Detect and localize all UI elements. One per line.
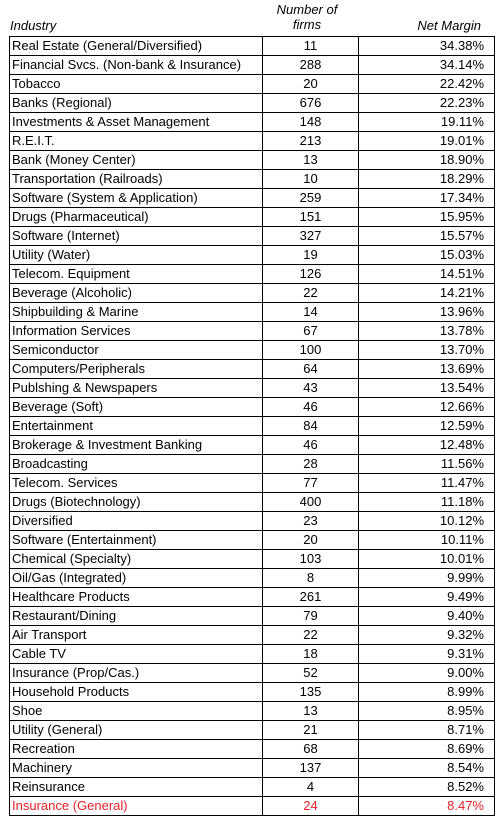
industry-cell[interactable]: Real Estate (General/Diversified)	[10, 37, 263, 56]
net-margin-cell[interactable]: 11.56%	[359, 455, 495, 474]
net-margin-cell[interactable]: 19.01%	[359, 132, 495, 151]
firms-cell[interactable]: 8	[263, 569, 359, 588]
table-row[interactable]	[10, 569, 495, 588]
table-row[interactable]	[10, 398, 495, 417]
net-margin-cell[interactable]: 10.01%	[359, 550, 495, 569]
table-row[interactable]	[10, 246, 495, 265]
industry-cell[interactable]: Oil/Gas (Integrated)	[10, 569, 263, 588]
table-row[interactable]	[10, 702, 495, 721]
industry-cell[interactable]: Broadcasting	[10, 455, 263, 474]
table-row[interactable]	[10, 132, 495, 151]
net-margin-cell[interactable]: 8.95%	[359, 702, 495, 721]
industry-cell[interactable]: Machinery	[10, 759, 263, 778]
table-row[interactable]	[10, 227, 495, 246]
net-margin-cell[interactable]: 18.90%	[359, 151, 495, 170]
industry-cell[interactable]: Insurance (Prop/Cas.)	[10, 664, 263, 683]
net-margin-cell[interactable]: 9.99%	[359, 569, 495, 588]
firms-cell[interactable]: 13	[263, 151, 359, 170]
net-margin-cell[interactable]: 12.66%	[359, 398, 495, 417]
firms-cell[interactable]: 84	[263, 417, 359, 436]
table-row[interactable]	[10, 436, 495, 455]
table-row[interactable]	[10, 455, 495, 474]
table-row[interactable]	[10, 493, 495, 512]
firms-cell[interactable]: 21	[263, 721, 359, 740]
industry-cell[interactable]: Information Services	[10, 322, 263, 341]
industry-cell[interactable]: Restaurant/Dining	[10, 607, 263, 626]
industry-cell[interactable]: Air Transport	[10, 626, 263, 645]
net-margin-cell[interactable]: 34.14%	[359, 56, 495, 75]
table-row[interactable]	[10, 759, 495, 778]
net-margin-cell[interactable]: 9.31%	[359, 645, 495, 664]
industry-cell[interactable]: Bank (Money Center)	[10, 151, 263, 170]
industry-cell[interactable]: Household Products	[10, 683, 263, 702]
industry-table	[9, 36, 495, 816]
header-number-of-firms	[259, 2, 355, 32]
net-margin-cell[interactable]: 22.23%	[359, 94, 495, 113]
firms-cell[interactable]: 18	[263, 645, 359, 664]
industry-cell[interactable]: Cable TV	[10, 645, 263, 664]
industry-cell[interactable]: Software (Internet)	[10, 227, 263, 246]
firms-cell[interactable]: 261	[263, 588, 359, 607]
firms-cell[interactable]: 22	[263, 284, 359, 303]
net-margin-cell[interactable]: 19.11%	[359, 113, 495, 132]
industry-cell[interactable]: Utility (General)	[10, 721, 263, 740]
industry-cell[interactable]: Shoe	[10, 702, 263, 721]
net-margin-cell[interactable]: 12.48%	[359, 436, 495, 455]
net-margin-cell[interactable]: 8.52%	[359, 778, 495, 797]
table-row[interactable]	[10, 607, 495, 626]
table-row[interactable]	[10, 151, 495, 170]
table-row[interactable]	[10, 189, 495, 208]
firms-cell[interactable]: 46	[263, 398, 359, 417]
industry-cell[interactable]: Software (System & Application)	[10, 189, 263, 208]
industry-cell[interactable]: Chemical (Specialty)	[10, 550, 263, 569]
net-margin-cell[interactable]: 8.71%	[359, 721, 495, 740]
industry-cell[interactable]: Telecom. Equipment	[10, 265, 263, 284]
net-margin-cell[interactable]: 15.03%	[359, 246, 495, 265]
table-row[interactable]	[10, 474, 495, 493]
industry-cell[interactable]: Shipbuilding & Marine	[10, 303, 263, 322]
net-margin-cell[interactable]: 9.40%	[359, 607, 495, 626]
net-margin-cell[interactable]: 17.34%	[359, 189, 495, 208]
firms-cell[interactable]: 126	[263, 265, 359, 284]
firms-cell[interactable]: 24	[263, 797, 359, 816]
industry-cell[interactable]: Financial Svcs. (Non-bank & Insurance)	[10, 56, 263, 75]
firms-cell[interactable]: 22	[263, 626, 359, 645]
firms-cell[interactable]: 100	[263, 341, 359, 360]
table-row[interactable]	[10, 265, 495, 284]
table-row[interactable]	[10, 740, 495, 759]
firms-cell[interactable]: 288	[263, 56, 359, 75]
firms-cell[interactable]: 148	[263, 113, 359, 132]
industry-cell[interactable]: Healthcare Products	[10, 588, 263, 607]
table-row[interactable]	[10, 417, 495, 436]
industry-cell[interactable]: Beverage (Alcoholic)	[10, 284, 263, 303]
firms-cell[interactable]: 676	[263, 94, 359, 113]
header-firms-line2: firms	[292, 17, 322, 32]
net-margin-cell[interactable]: 14.51%	[359, 265, 495, 284]
industry-cell[interactable]: Drugs (Biotechnology)	[10, 493, 263, 512]
net-margin-cell[interactable]: 15.57%	[359, 227, 495, 246]
industry-cell[interactable]: Semiconductor	[10, 341, 263, 360]
net-margin-cell[interactable]: 18.29%	[359, 170, 495, 189]
industry-cell[interactable]: Investments & Asset Management	[10, 113, 263, 132]
table-row[interactable]	[10, 721, 495, 740]
table-row[interactable]	[10, 208, 495, 227]
table-row[interactable]	[10, 94, 495, 113]
firms-cell[interactable]: 43	[263, 379, 359, 398]
net-margin-cell[interactable]: 9.32%	[359, 626, 495, 645]
firms-cell[interactable]: 19	[263, 246, 359, 265]
industry-cell[interactable]: Publshing & Newspapers	[10, 379, 263, 398]
firms-cell[interactable]: 213	[263, 132, 359, 151]
industry-cell[interactable]: Telecom. Services	[10, 474, 263, 493]
net-margin-cell[interactable]: 8.54%	[359, 759, 495, 778]
firms-cell[interactable]: 14	[263, 303, 359, 322]
industry-cell[interactable]: Insurance (General)	[10, 797, 263, 816]
net-margin-cell[interactable]: 22.42%	[359, 75, 495, 94]
firms-cell[interactable]: 11	[263, 37, 359, 56]
firms-cell[interactable]: 137	[263, 759, 359, 778]
table-row[interactable]	[10, 683, 495, 702]
net-margin-cell[interactable]: 8.47%	[359, 797, 495, 816]
table-row[interactable]	[10, 56, 495, 75]
net-margin-cell[interactable]: 13.54%	[359, 379, 495, 398]
industry-cell[interactable]: Computers/Peripherals	[10, 360, 263, 379]
industry-cell[interactable]: Utility (Water)	[10, 246, 263, 265]
industry-cell[interactable]: Transportation (Railroads)	[10, 170, 263, 189]
net-margin-cell[interactable]: 15.95%	[359, 208, 495, 227]
table-row[interactable]	[10, 778, 495, 797]
table-row[interactable]	[10, 322, 495, 341]
table-row[interactable]	[10, 626, 495, 645]
net-margin-cell[interactable]: 10.12%	[359, 512, 495, 531]
firms-cell[interactable]: 10	[263, 170, 359, 189]
net-margin-cell[interactable]: 9.00%	[359, 664, 495, 683]
net-margin-cell[interactable]: 12.59%	[359, 417, 495, 436]
header-industry: Industry	[10, 18, 57, 33]
firms-cell[interactable]: 52	[263, 664, 359, 683]
table-row[interactable]	[10, 341, 495, 360]
net-margin-cell[interactable]: 34.38%	[359, 37, 495, 56]
table-row[interactable]	[10, 531, 495, 550]
table-row[interactable]	[10, 379, 495, 398]
table-header	[0, 0, 496, 36]
header-firms-line1: Number of	[276, 2, 338, 17]
firms-cell[interactable]: 79	[263, 607, 359, 626]
firms-cell[interactable]: 13	[263, 702, 359, 721]
firms-cell[interactable]: 103	[263, 550, 359, 569]
table-row[interactable]	[10, 645, 495, 664]
net-margin-cell[interactable]: 13.96%	[359, 303, 495, 322]
firms-cell[interactable]: 23	[263, 512, 359, 531]
firms-cell[interactable]: 135	[263, 683, 359, 702]
industry-cell[interactable]: Recreation	[10, 740, 263, 759]
net-margin-cell[interactable]: 13.69%	[359, 360, 495, 379]
net-margin-cell[interactable]: 10.11%	[359, 531, 495, 550]
firms-cell[interactable]: 46	[263, 436, 359, 455]
table-row[interactable]	[10, 37, 495, 56]
table-row[interactable]	[10, 75, 495, 94]
net-margin-cell[interactable]: 8.69%	[359, 740, 495, 759]
firms-cell[interactable]: 400	[263, 493, 359, 512]
industry-cell[interactable]: Diversified	[10, 512, 263, 531]
net-margin-cell[interactable]: 8.99%	[359, 683, 495, 702]
firms-cell[interactable]: 68	[263, 740, 359, 759]
table-row[interactable]	[10, 113, 495, 132]
firms-cell[interactable]: 151	[263, 208, 359, 227]
industry-cell[interactable]: Software (Entertainment)	[10, 531, 263, 550]
firms-cell[interactable]: 64	[263, 360, 359, 379]
firms-cell[interactable]: 67	[263, 322, 359, 341]
industry-cell[interactable]: Entertainment	[10, 417, 263, 436]
header-net-margin: Net Margin	[417, 18, 481, 33]
table-row[interactable]	[10, 284, 495, 303]
table-row[interactable]	[10, 512, 495, 531]
firms-cell[interactable]: 20	[263, 75, 359, 94]
table-row[interactable]	[10, 588, 495, 607]
industry-cell[interactable]: R.E.I.T.	[10, 132, 263, 151]
table-row-highlighted[interactable]	[10, 797, 495, 816]
net-margin-cell[interactable]: 11.47%	[359, 474, 495, 493]
net-margin-cell[interactable]: 13.78%	[359, 322, 495, 341]
industry-cell[interactable]: Tobacco	[10, 75, 263, 94]
net-margin-cell[interactable]: 13.70%	[359, 341, 495, 360]
firms-cell[interactable]: 77	[263, 474, 359, 493]
firms-cell[interactable]: 28	[263, 455, 359, 474]
industry-cell[interactable]: Reinsurance	[10, 778, 263, 797]
firms-cell[interactable]: 4	[263, 778, 359, 797]
net-margin-cell[interactable]: 9.49%	[359, 588, 495, 607]
industry-cell[interactable]: Beverage (Soft)	[10, 398, 263, 417]
table-row[interactable]	[10, 550, 495, 569]
table-row[interactable]	[10, 170, 495, 189]
table-row[interactable]	[10, 664, 495, 683]
table-row[interactable]	[10, 303, 495, 322]
industry-cell[interactable]: Drugs (Pharmaceutical)	[10, 208, 263, 227]
net-margin-cell[interactable]: 11.18%	[359, 493, 495, 512]
net-margin-cell[interactable]: 14.21%	[359, 284, 495, 303]
firms-cell[interactable]: 327	[263, 227, 359, 246]
industry-cell[interactable]: Brokerage & Investment Banking	[10, 436, 263, 455]
table-row[interactable]	[10, 360, 495, 379]
firms-cell[interactable]: 259	[263, 189, 359, 208]
firms-cell[interactable]: 20	[263, 531, 359, 550]
industry-cell[interactable]: Banks (Regional)	[10, 94, 263, 113]
